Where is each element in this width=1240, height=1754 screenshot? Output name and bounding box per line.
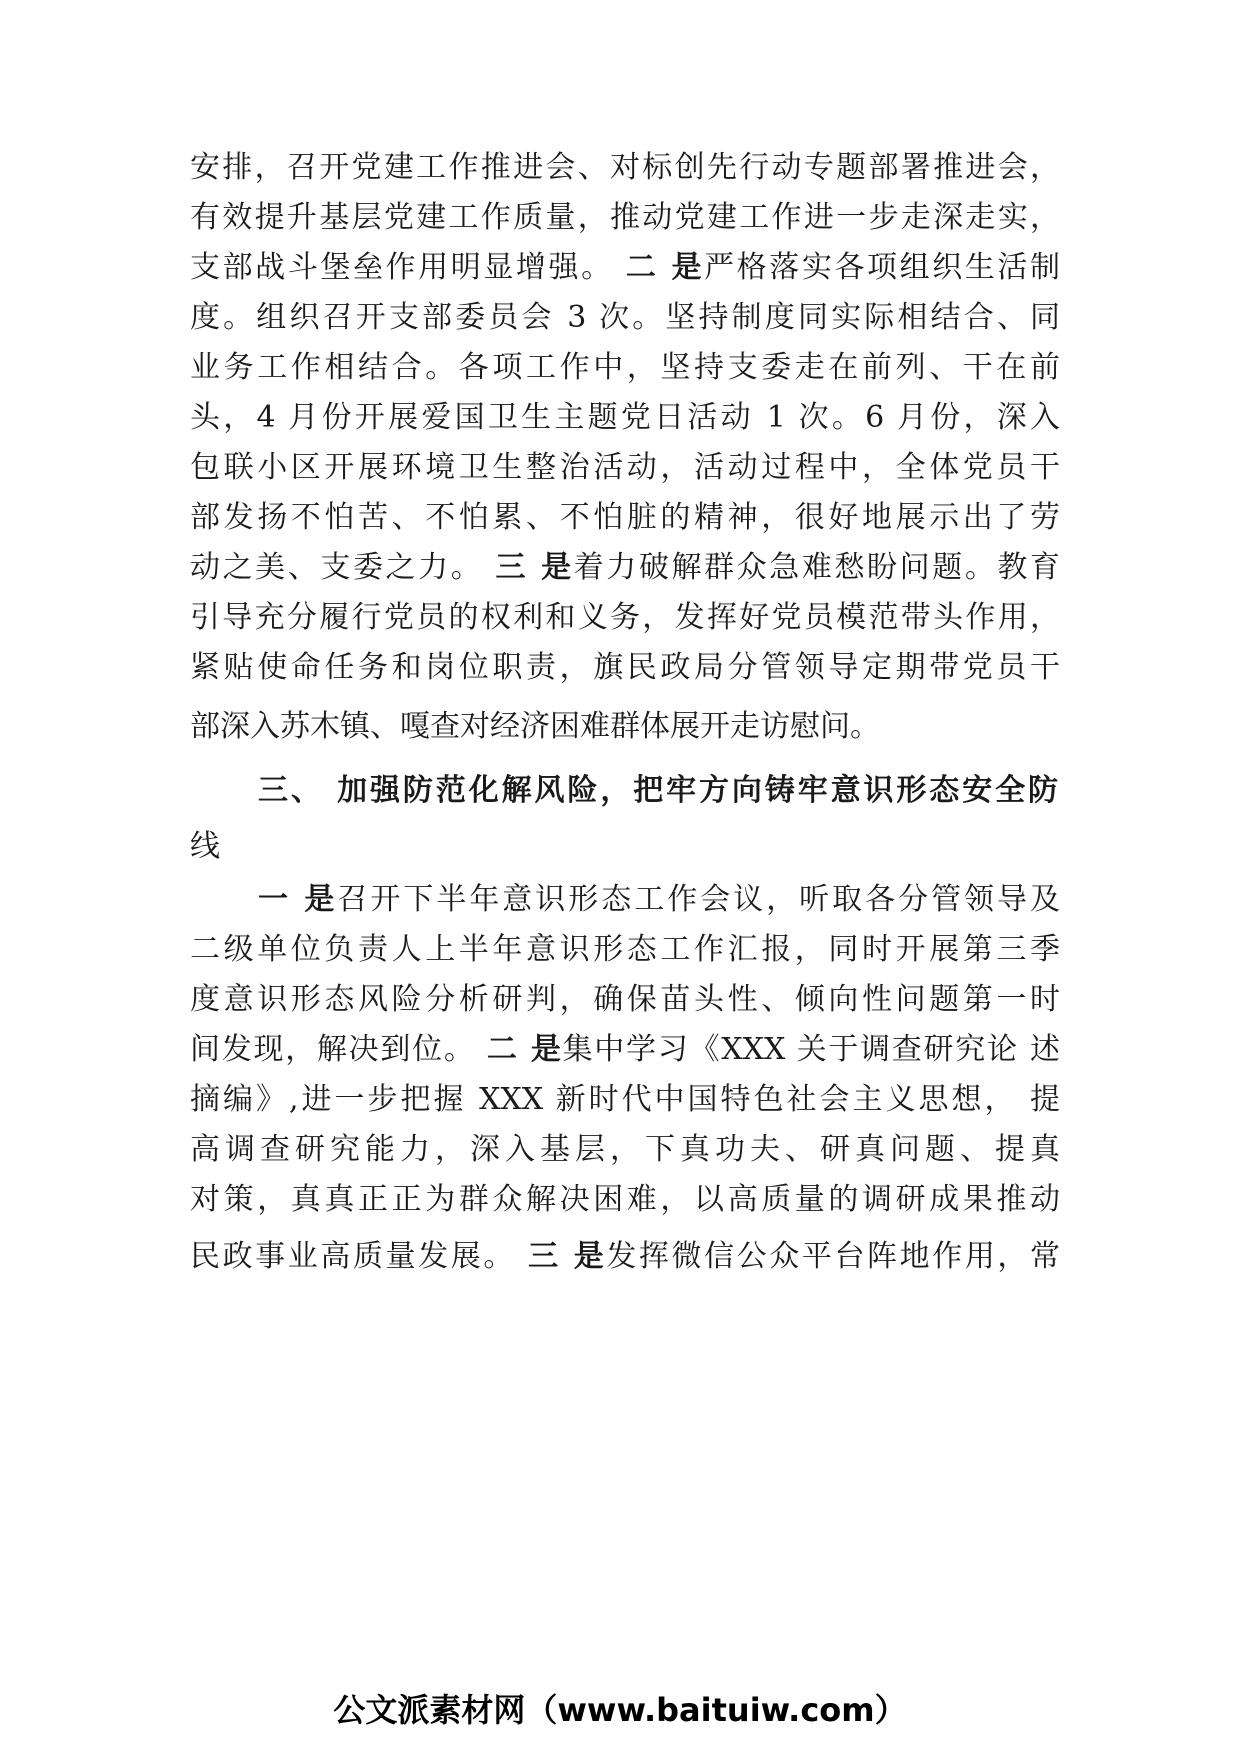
body-line <box>190 1030 1060 1070</box>
body-line: 引导充分履行党员的权利和义务，发挥好党员模范带头作用， <box>190 600 1060 635</box>
ordinal-marker: 二 是 <box>486 1032 563 1067</box>
body-text: 着力破解群众急难愁盼问题。教育 <box>573 550 1061 585</box>
body-text: 间发现，解决到位。 <box>190 1032 476 1067</box>
body-text: 民政事业高质量发展。 <box>190 1239 516 1274</box>
body-text: 召开下半年意识形态工作会议，听取各分管领导及 <box>337 882 1060 917</box>
body-line: 高调查研究能力，深入基层，下真功夫、研真问题、提真 <box>190 1132 1060 1167</box>
body-line: 包联小区开展环境卫生整治活动，活动过程中，全体党员干 <box>190 450 1060 485</box>
section-heading-continuation: 线 <box>190 829 220 864</box>
body-text: 动之美、支委之力。 <box>190 550 484 585</box>
ordinal-marker: 三 是 <box>495 550 574 585</box>
body-line: 摘编》,进一步把握 XXX 新时代中国特色社会主义思想， 提 <box>190 1082 1060 1117</box>
body-line <box>190 1237 1060 1277</box>
body-line: 度意识形态风险分析研判，确保苗头性、倾向性问题第一时 <box>190 982 1060 1017</box>
body-line: 部深入苏木镇、嘎查对经济困难群体展开走访慰问。 <box>190 709 880 744</box>
body-line: 头，4 月份开展爱国卫生主题党日活动 1 次。6 月份，深入 <box>190 400 1060 435</box>
ordinal-marker: 一 是 <box>258 882 338 917</box>
body-text: 集中学习《XXX 关于调查研究论 述 <box>562 1032 1060 1067</box>
body-line <box>190 548 1060 588</box>
ordinal-marker: 三 是 <box>528 1239 607 1274</box>
body-line: 安排，召开党建工作推进会、对标创先行动专题部署推进会， <box>190 150 1060 185</box>
body-line: 对策，真真正正为群众解决困难，以高质量的调研成果推动 <box>190 1182 1060 1217</box>
footer-source-credit: 公文派素材网（www.baituiw.com） <box>333 1691 907 1729</box>
body-text: 严格落实各项组织生活制 <box>704 250 1061 285</box>
body-line: 业务工作相结合。各项工作中，坚持支委走在前列、干在前 <box>190 350 1060 385</box>
section-heading: 三、 加强防范化解风险，把牢方向铸牢意识形态安全防 <box>258 773 1058 808</box>
body-text: 支部战斗堡垒作用明显增强。 <box>190 250 614 285</box>
body-text: 发挥微信公众平台阵地作用，常 <box>606 1239 1061 1274</box>
body-line: 度。组织召开支部委员会 3 次。坚持制度同实际相结合、同 <box>190 300 1060 335</box>
body-line <box>190 248 1060 288</box>
body-line: 有效提升基层党建工作质量，推动党建工作进一步走深走实， <box>190 200 1060 235</box>
body-line: 紧贴使命任务和岗位职责，旗民政局分管领导定期带党员干 <box>190 650 1060 685</box>
body-line: 二级单位负责人上半年意识形态工作汇报，同时开展第三季 <box>190 932 1060 967</box>
body-line <box>258 880 1060 920</box>
body-line: 部发扬不怕苦、不怕累、不怕脏的精神，很好地展示出了劳 <box>190 500 1060 535</box>
ordinal-marker: 二 是 <box>625 250 705 285</box>
